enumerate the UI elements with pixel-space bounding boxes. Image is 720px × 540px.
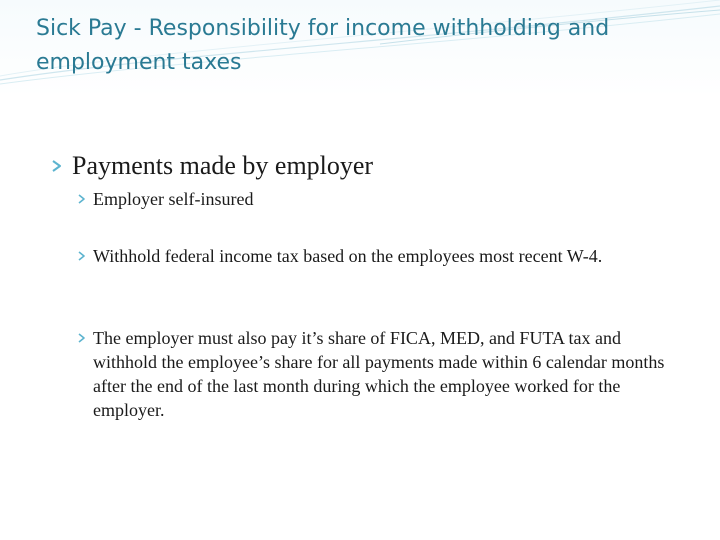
sub-bullet-item [76,244,686,268]
arrow-bullet-icon [50,150,72,182]
bullet-text: Payments made by employer [72,151,374,180]
sub-bullet-text: Employer self-insured [93,189,254,209]
bullet-item [50,150,700,182]
sub-bullet-text: Withhold federal income tax based on the employees most recent W-4. [93,246,603,266]
sub-bullet-item [76,187,686,211]
arrow-bullet-icon [76,326,93,350]
sub-bullet-text: The employer must also pay it’s share of FICA, MED, and FUTA tax and withhold the employee’s share for all payments made within 6 calendar months after the end of the last month during which the employee worked for the employer. [93,328,665,420]
slide-title: Sick Pay - Responsibility for income withholding and employment taxes [36,16,610,75]
sub-bullet-item [76,326,686,422]
arrow-bullet-icon [76,244,93,268]
arrow-bullet-icon [76,187,93,211]
